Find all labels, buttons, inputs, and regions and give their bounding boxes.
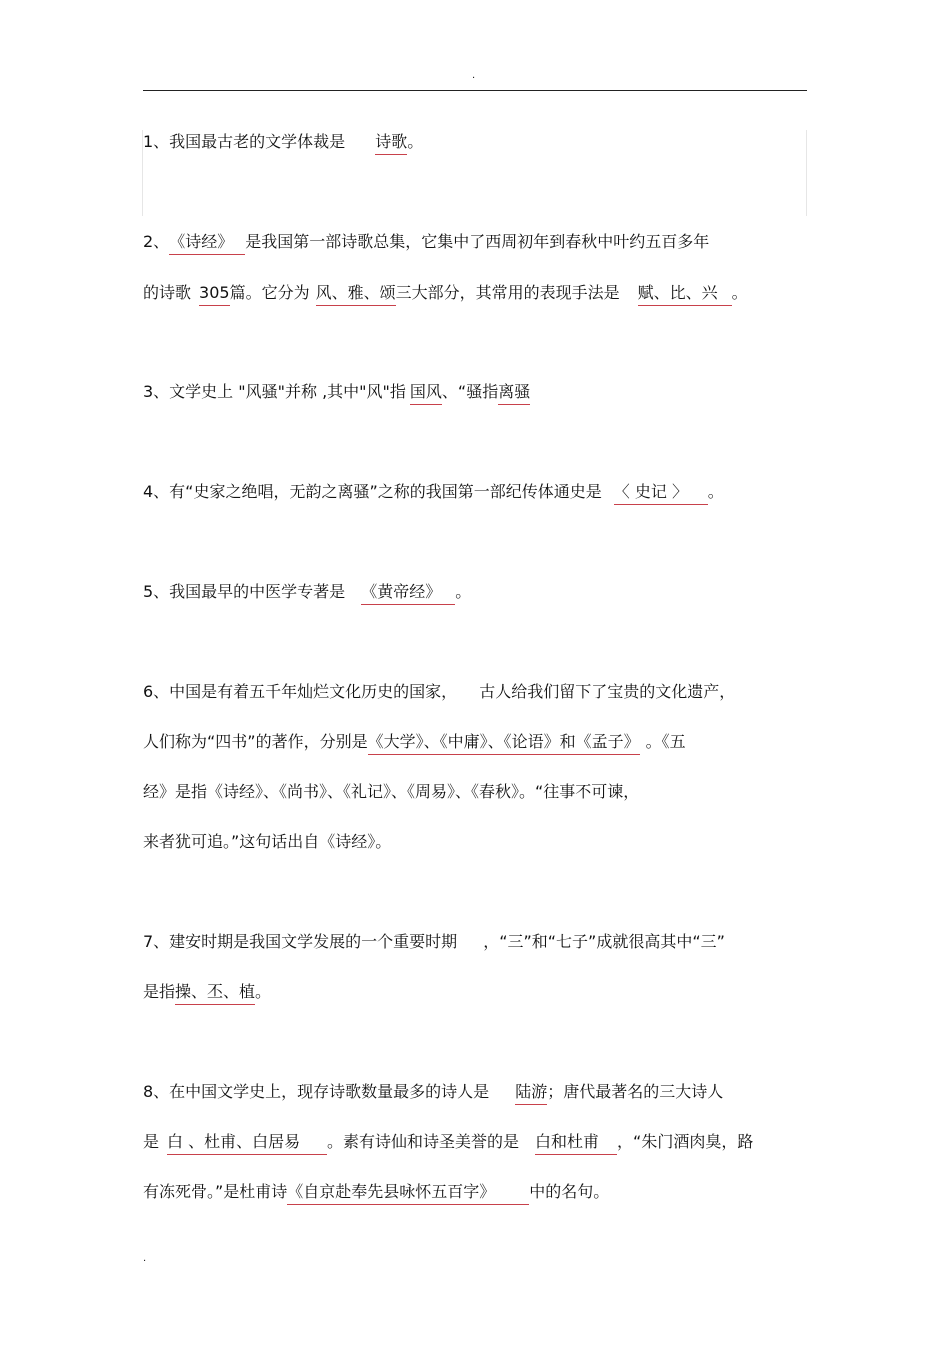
question-8-line-1 — [143, 1082, 723, 1105]
q8-answer-2: 白 、杜甫、白居易 — [167, 1132, 327, 1155]
question-4 — [143, 482, 724, 505]
question-6-line-3: 经》是指《诗经》、《尚书》、《礼记》、《周易》、《春秋》。“往事不可谏， — [143, 782, 640, 801]
q4-text: 4、有“史家之绝唱，无韵之离骚”之称的我国第一部纪传体通史是 — [143, 482, 602, 501]
q8-answer-3: 白和杜甫 — [535, 1132, 617, 1155]
q3-text-a: 3、文学史上 "风骚"并称 ,其中"风"指 — [143, 382, 406, 401]
q1-answer: 诗歌 — [375, 132, 407, 155]
q7-line2-text: 是指 — [143, 982, 176, 1001]
question-2-line-1 — [143, 232, 709, 255]
q5-text: 5、我国最早的中医学专著是 — [143, 582, 346, 601]
q2-answer-2: 305 — [199, 283, 230, 306]
q7-end: 。 — [255, 982, 272, 1001]
question-7-line-2 — [143, 982, 271, 1005]
header-dot: . — [472, 70, 476, 81]
q1-text: 1、我国最古老的文学体裁是 — [143, 132, 346, 151]
q2-line2-text-a: 的诗歌 — [143, 283, 192, 302]
q8-answer-1: 陆游 — [515, 1082, 547, 1105]
question-3 — [143, 382, 530, 405]
frame-right-rule — [806, 130, 807, 216]
q8-line2-text-b: 。素有诗仙和诗圣美誉的是 — [327, 1132, 520, 1151]
q8-line3-text-a: 有冻死骨。”是杜甫诗 — [143, 1182, 288, 1201]
q2-line1-text: 是我国第一部诗歌总集，它集中了西周初年到春秋中叶约五百多年 — [245, 232, 710, 251]
q2-answer-3: 风、雅、颂 — [316, 283, 396, 306]
q6-line1-text-a: 6、中国是有着五千年灿烂文化历史的国家， — [143, 682, 458, 701]
question-6-line-4: 来者犹可追。”这句话出自《诗经》。 — [143, 832, 392, 851]
q2-line2-text-c: 三大部分，其常用的表现手法是 — [395, 283, 620, 302]
question-1 — [143, 132, 423, 155]
q2-answer-1: 《诗经》 — [169, 232, 245, 255]
q8-line1-text-a: 8、在中国文学史上，现存诗歌数量最多的诗人是 — [143, 1082, 490, 1101]
q3-text-b: 、“骚指 — [441, 382, 499, 401]
question-8-line-3 — [143, 1182, 609, 1205]
question-2-line-2 — [143, 283, 748, 306]
question-8-line-2 — [143, 1132, 753, 1155]
q8-line2-text-c: ，“朱门酒肉臭，路 — [617, 1132, 754, 1151]
q6-line2-end: 。《五 — [645, 732, 686, 751]
q7-line1-text-b: ，“三”和“七子”成就很高 — [483, 932, 661, 951]
q7-line1-text-c: 其中“三” — [660, 932, 725, 951]
q8-line1-text-b: ；唐代最著名的三大诗人 — [547, 1082, 724, 1101]
q6-answer: 《大学》、《中庸》、《论语》和《孟子》 — [368, 732, 640, 755]
q8-line2-text-a: 是 — [143, 1132, 160, 1151]
q7-line1-text-a: 7、建安时期是我国文学发展的一个重要时期 — [143, 932, 458, 951]
question-5 — [143, 582, 471, 605]
q1-end: 。 — [407, 132, 424, 151]
q5-answer: 《黄帝经》 — [361, 582, 455, 605]
q2-end: 。 — [731, 283, 748, 302]
question-6-line-1 — [143, 682, 735, 702]
q2-number: 2、 — [143, 232, 170, 251]
q2-answer-4: 赋、比、兴 — [638, 283, 732, 306]
q4-answer: 〈 史记 〉 — [614, 482, 708, 505]
q3-answer-1: 国风 — [410, 382, 442, 405]
q5-end: 。 — [455, 582, 472, 601]
q2-line2-text-b: 篇。它分为 — [229, 283, 310, 302]
q6-line1-text-b: 古人给我们留下了宝贵的文化遗产， — [479, 682, 736, 701]
question-6-line-2 — [143, 732, 686, 755]
q8-answer-4: 《自京赴奉先县咏怀五百字》 — [287, 1182, 529, 1205]
footer-dot: . — [143, 1253, 147, 1264]
question-7-line-1 — [143, 932, 725, 952]
q6-line2-text: 人们称为“四书”的著作，分别是 — [143, 732, 368, 751]
header-rule — [143, 90, 807, 91]
q7-answer: 操、丕、植 — [175, 982, 255, 1005]
q8-line3-text-b: 中的名句。 — [529, 1182, 610, 1201]
q3-answer-2: 离骚 — [498, 382, 530, 405]
q4-end: 。 — [707, 482, 724, 501]
